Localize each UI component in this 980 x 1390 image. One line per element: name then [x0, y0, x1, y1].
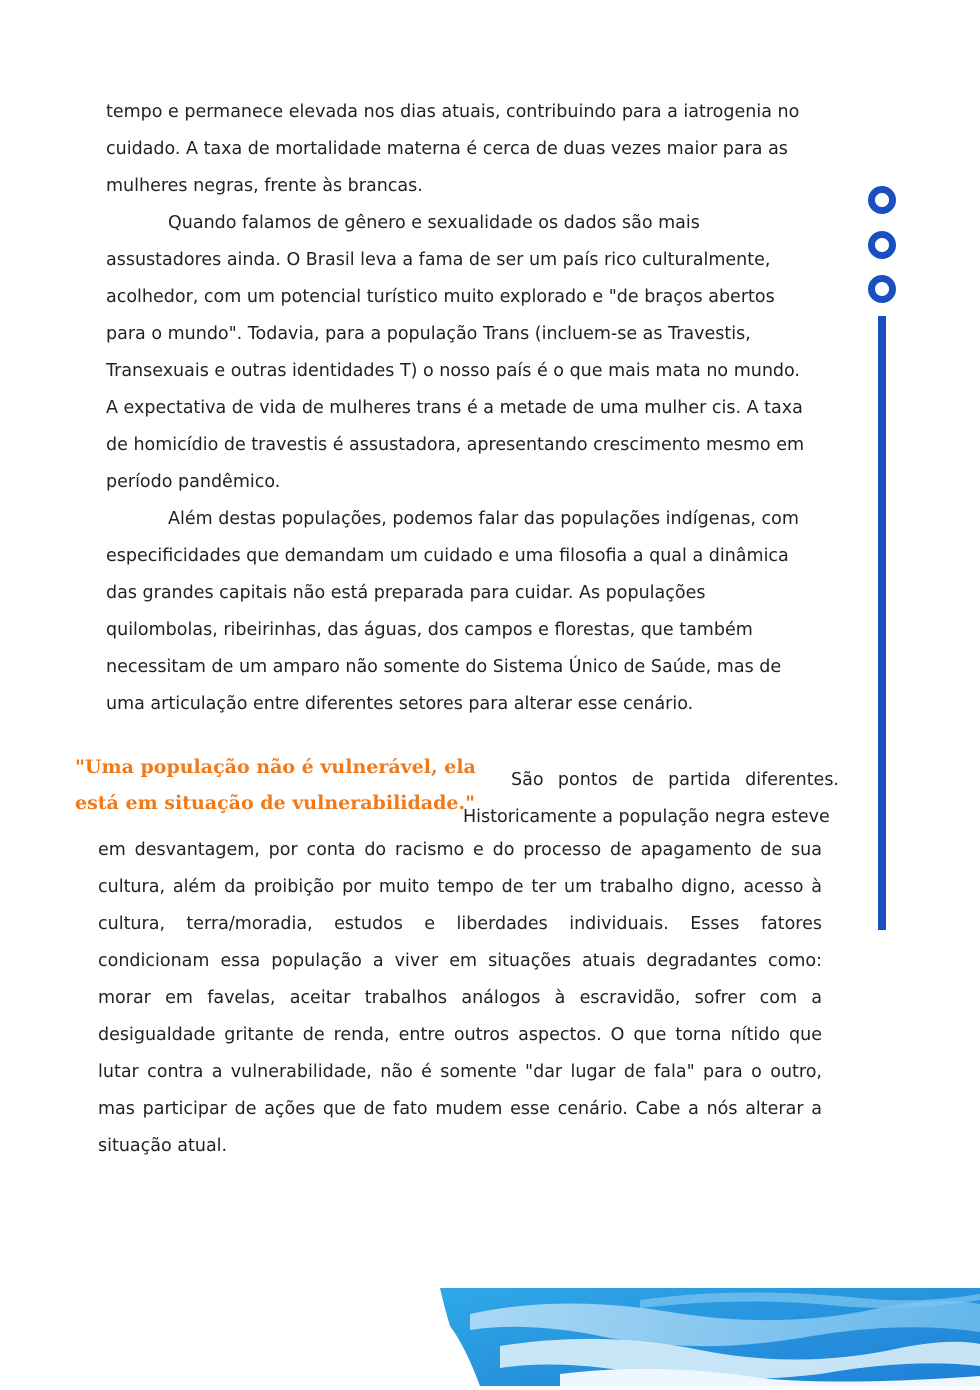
- body-text-line: mulheres negras, frente às brancas.: [106, 176, 423, 196]
- body-text-line: mas participar de ações que de fato mudem esse cenário. Cabe a nós alterar a: [98, 1099, 822, 1119]
- pull-quote-line: "Uma população não é vulnerável, ela: [75, 756, 476, 778]
- body-text-line: para o mundo". Todavia, para a população Trans (incluem-se as Travestis,: [106, 324, 751, 344]
- body-text-line: em desvantagem, por conta do racismo e do processo de apagamento de sua: [98, 840, 822, 860]
- pull-quote-line: está em situação de vulnerabilidade.": [75, 792, 475, 814]
- circle-ring-icon: [868, 186, 896, 214]
- body-text-line: necessitam de um amparo não somente do Sistema Único de Saúde, mas de: [106, 657, 782, 677]
- body-text-line: de homicídio de travestis é assustadora, apresentando crescimento mesmo em: [106, 435, 805, 455]
- body-text-line: das grandes capitais não está preparada para cuidar. As populações: [106, 583, 706, 603]
- vertical-accent-bar: [878, 316, 886, 930]
- body-text-line: Transexuais e outras identidades T) o nosso país é o que mais mata no mundo.: [106, 361, 800, 381]
- body-text-line: assustadores ainda. O Brasil leva a fama de ser um país rico culturalmente,: [106, 250, 771, 270]
- body-text-line: acolhedor, com um potencial turístico muito explorado e "de braços abertos: [106, 287, 775, 307]
- body-text-line: Quando falamos de gênero e sexualidade os dados são mais: [168, 213, 700, 233]
- body-text-line: desigualdade gritante de renda, entre outros aspectos. O que torna nítido que: [98, 1025, 822, 1045]
- body-text-line: especificidades que demandam um cuidado e uma filosofia a qual a dinâmica: [106, 546, 789, 566]
- body-text-line: condicionam essa população a viver em situações atuais degradantes como:: [98, 951, 822, 971]
- body-text-line: Além destas populações, podemos falar das populações indígenas, com: [168, 509, 799, 529]
- body-text-line: lutar contra a vulnerabilidade, não é somente "dar lugar de fala" para o outro,: [98, 1062, 822, 1082]
- body-text-line: uma articulação entre diferentes setores para alterar esse cenário.: [106, 694, 694, 714]
- body-text-line: cultura, além da proibição por muito tempo de ter um trabalho digno, acesso à: [98, 877, 822, 897]
- body-text-line: Historicamente a população negra esteve: [463, 807, 830, 827]
- body-text-line: cuidado. A taxa de mortalidade materna é cerca de duas vezes maior para as: [106, 139, 788, 159]
- body-text-line: morar em favelas, aceitar trabalhos análogos à escravidão, sofrer com a: [98, 988, 822, 1008]
- body-text-line: São pontos de partida diferentes.: [511, 770, 839, 790]
- blue-wave-decoration: [440, 1286, 980, 1386]
- body-text-line: tempo e permanece elevada nos dias atuais, contribuindo para a iatrogenia no: [106, 102, 800, 122]
- circle-ring-icon: [868, 275, 896, 303]
- body-text-line: A expectativa de vida de mulheres trans é a metade de uma mulher cis. A taxa: [106, 398, 803, 418]
- body-text-line: período pandêmico.: [106, 472, 281, 492]
- circle-ring-icon: [868, 231, 896, 259]
- body-text-line: situação atual.: [98, 1136, 228, 1156]
- body-text-line: cultura, terra/moradia, estudos e liberdades individuais. Esses fatores: [98, 914, 822, 934]
- body-text-line: quilombolas, ribeirinhas, das águas, dos campos e florestas, que também: [106, 620, 753, 640]
